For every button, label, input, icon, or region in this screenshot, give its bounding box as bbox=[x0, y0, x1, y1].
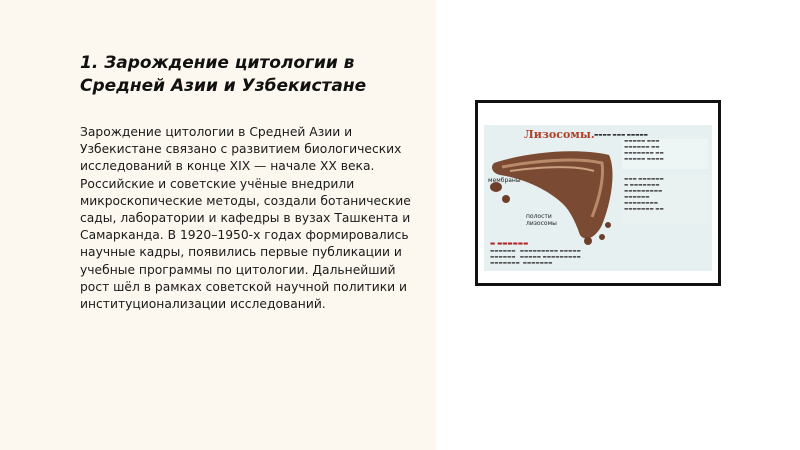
figure-subheading: ▬ ▬▬▬▬▬▬ bbox=[490, 241, 529, 247]
slide-body-text: Зарождение цитологии в Средней Азии и Узбекистане связано с развитием биологических исследований в конце XIX — начале XX века. Российские и советские учёные внедрили микроскопические методы, создали ботанические сады, лаборатории и кафедры в вузах Ташкента и Самарканда. В 1920–1950-х годах формировались научные кадры, появились первые публикации и учебные программы по цитологии. Дальнейший рост шёл в рамках советской научной политики и институционализации исследований. bbox=[80, 125, 411, 312]
lysosome-figure bbox=[475, 100, 721, 286]
slide-title: 1. Зарождение цитологии в Средней Азии и Узбекистане bbox=[80, 53, 367, 96]
label-cavity bbox=[526, 213, 557, 227]
figure-side-notes: ▬▬▬▬▬ ▬▬▬ ▬▬▬▬▬▬ ▬▬ ▬▬▬▬▬▬▬ ▬▬ ▬▬▬▬▬ ▬▬▬▬ bbox=[624, 139, 664, 162]
figure-note-line: ▬▬▬▬ ▬▬▬ ▬▬▬▬▬ bbox=[594, 133, 648, 138]
label-cavity-line2: лизосомы bbox=[526, 220, 557, 227]
figure-side-list: ▬▬▬ ▬▬▬▬▬▬ ▬ ▬▬▬▬▬▬▬ ▬▬▬▬▬▬▬▬▬ ▬▬▬▬▬▬ ▬▬▬▬▬▬▬▬ ▬▬▬▬▬▬▬ ▬▬ bbox=[624, 177, 664, 212]
label-cavity-line1: полости bbox=[526, 213, 552, 220]
figure-image bbox=[484, 125, 712, 271]
label-membranes: мембраны bbox=[488, 177, 521, 184]
figure-bottom-notes: ▬▬▬▬▬▬ ▬▬▬▬▬▬▬▬▬ ▬▬▬▬▬ ▬▬▬▬▬▬ ▬▬▬▬▬ ▬▬▬▬▬▬▬▬▬ ▬▬▬▬▬▬▬ ▬▬▬▬▬▬▬ bbox=[490, 249, 581, 266]
figure-heading: Лизосомы. bbox=[524, 128, 595, 141]
